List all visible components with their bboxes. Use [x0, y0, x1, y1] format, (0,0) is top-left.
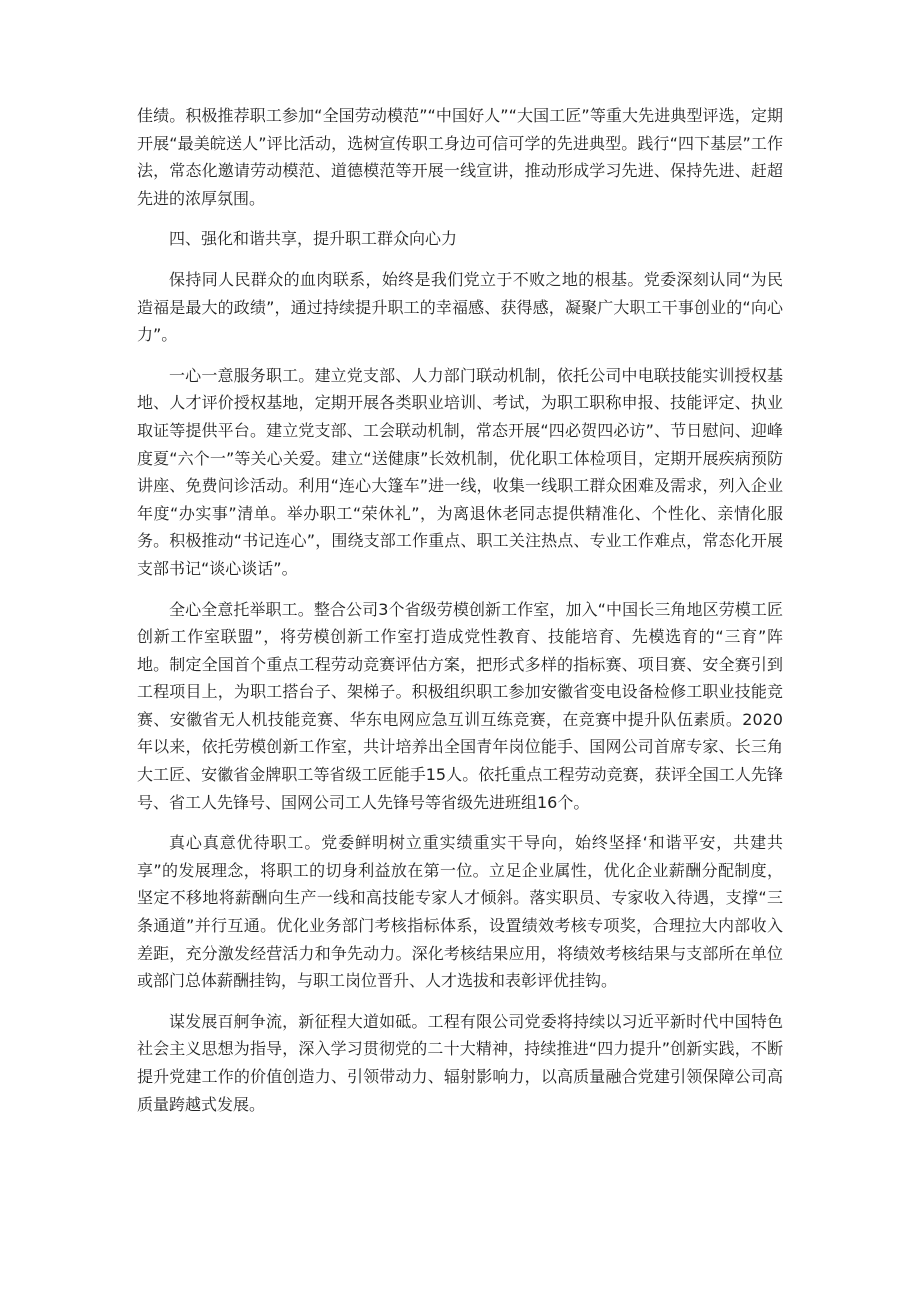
paragraph-continued: 佳绩。积极推荐职工参加“全国劳动模范”“中国好人”“大国工匠”等重大先进典型评选，定期开展“最美皖送人”评比活动，选树宣传职工身边可信可学的先进典型。践行“四下基层”工作法，常态化邀请劳动模范、道德模范等开展一线宣讲，推动形成学习先进、保持先进、赶超先进的浓厚氛围。 — [137, 106, 783, 208]
paragraph-serve-workers: 一心一意服务职工。建立党支部、人力部门联动机制，依托公司中电联技能实训授权基地、人才评价授权基地，定期开展各类职业培训、考试，为职工职称申报、技能评定、执业取证等提供平台。建立党支部、工会联动机制，常态开展“四必贺四必访”、节日慰问、迎峰度夏“六个一”等关心关爱。建立“送健康”长效机制，优化职工体检项目，定期开展疾病预防讲座、免费问诊活动。利用“连心大篷车”进一线，收集一线职工群众困难及需求，列入企业年度“办实事”清单。举办职工“荣休礼”，为离退休老同志提供精准化、个性化、亲情化服务。积极推动“书记连心”，围绕支部工作重点、职工关注热点、专业工作难点，常态化开展支部书记“谈心谈话”。 — [137, 365, 783, 578]
document-page — [137, 102, 783, 1131]
paragraph-treat-workers: 真心真意优待职工。党委鲜明树立重实绩重实干导向，始终坚择‘和谐平安，共建共享”的发展理念，将职工的切身利益放在第一位。立足企业属性，优化企业薪酬分配制度，坚定不移地将薪酬向生产一线和高技能专家人才倾斜。落实职员、专家收入待遇，支撑“三条通道”并行互通。优化业务部门考核指标体系，设置绩效考核专项奖，合理拉大内部收入差距，充分激发经营活力和争先动力。深化考核结果应用，将绩效考核结果与支部所在单位或部门总体薪酬挂钩，与职工岗位晋升、人才选拔和表彰评优挂钩。 — [137, 833, 783, 991]
paragraph-intro: 保持同人民群众的血肉联系，始终是我们党立于不败之地的根基。党委深刻认同“为民造福是最大的政绩”，通过持续提升职工的幸福感、获得感，凝聚广大职工干事创业的“向心力”。 — [137, 269, 783, 345]
paragraph-conclusion: 谋发展百舸争流，新征程大道如砥。工程有限公司党委将持续以习近平新时代中国特色社会主义思想为指导，深入学习贯彻党的二十大精神，持续推进“四力提升”创新实践，不断提升党建工作的价值创造力、引领带动力、辐射影响力，以高质量融合党建引领保障公司高质量跨越式发展。 — [137, 1011, 783, 1114]
paragraph-support-workers: 全心全意托举职工。整合公司3个省级劳模创新工作室，加入“中国长三角地区劳模工匠创新工作室联盟”，将劳模创新工作室打造成党性教育、技能培育、先模选育的“三育”阵地。制定全国首个重点工程劳动竞赛评估方案，把形式多样的指标赛、项目赛、安全赛引到工程项目上，为职工搭台子、架梯子。积极组织职工参加安徽省变电设备检修工职业技能竞赛、安徽省无人机技能竞赛、华东电网应急互训互练竞赛，在竞赛中提升队伍素质。2020年以来，依托劳模创新工作室，共计培养出全国青年岗位能手、国网公司首席专家、长三角大工匠、安徽省金牌职工等省级工匠能手15人。依托重点工程劳动竞赛，获评全国工人先锋号、省工人先锋号、国网公司工人先锋号等省级先进班组16个。 — [137, 599, 783, 812]
section-heading: 四、强化和谐共享，提升职工群众向心力 — [169, 229, 458, 249]
